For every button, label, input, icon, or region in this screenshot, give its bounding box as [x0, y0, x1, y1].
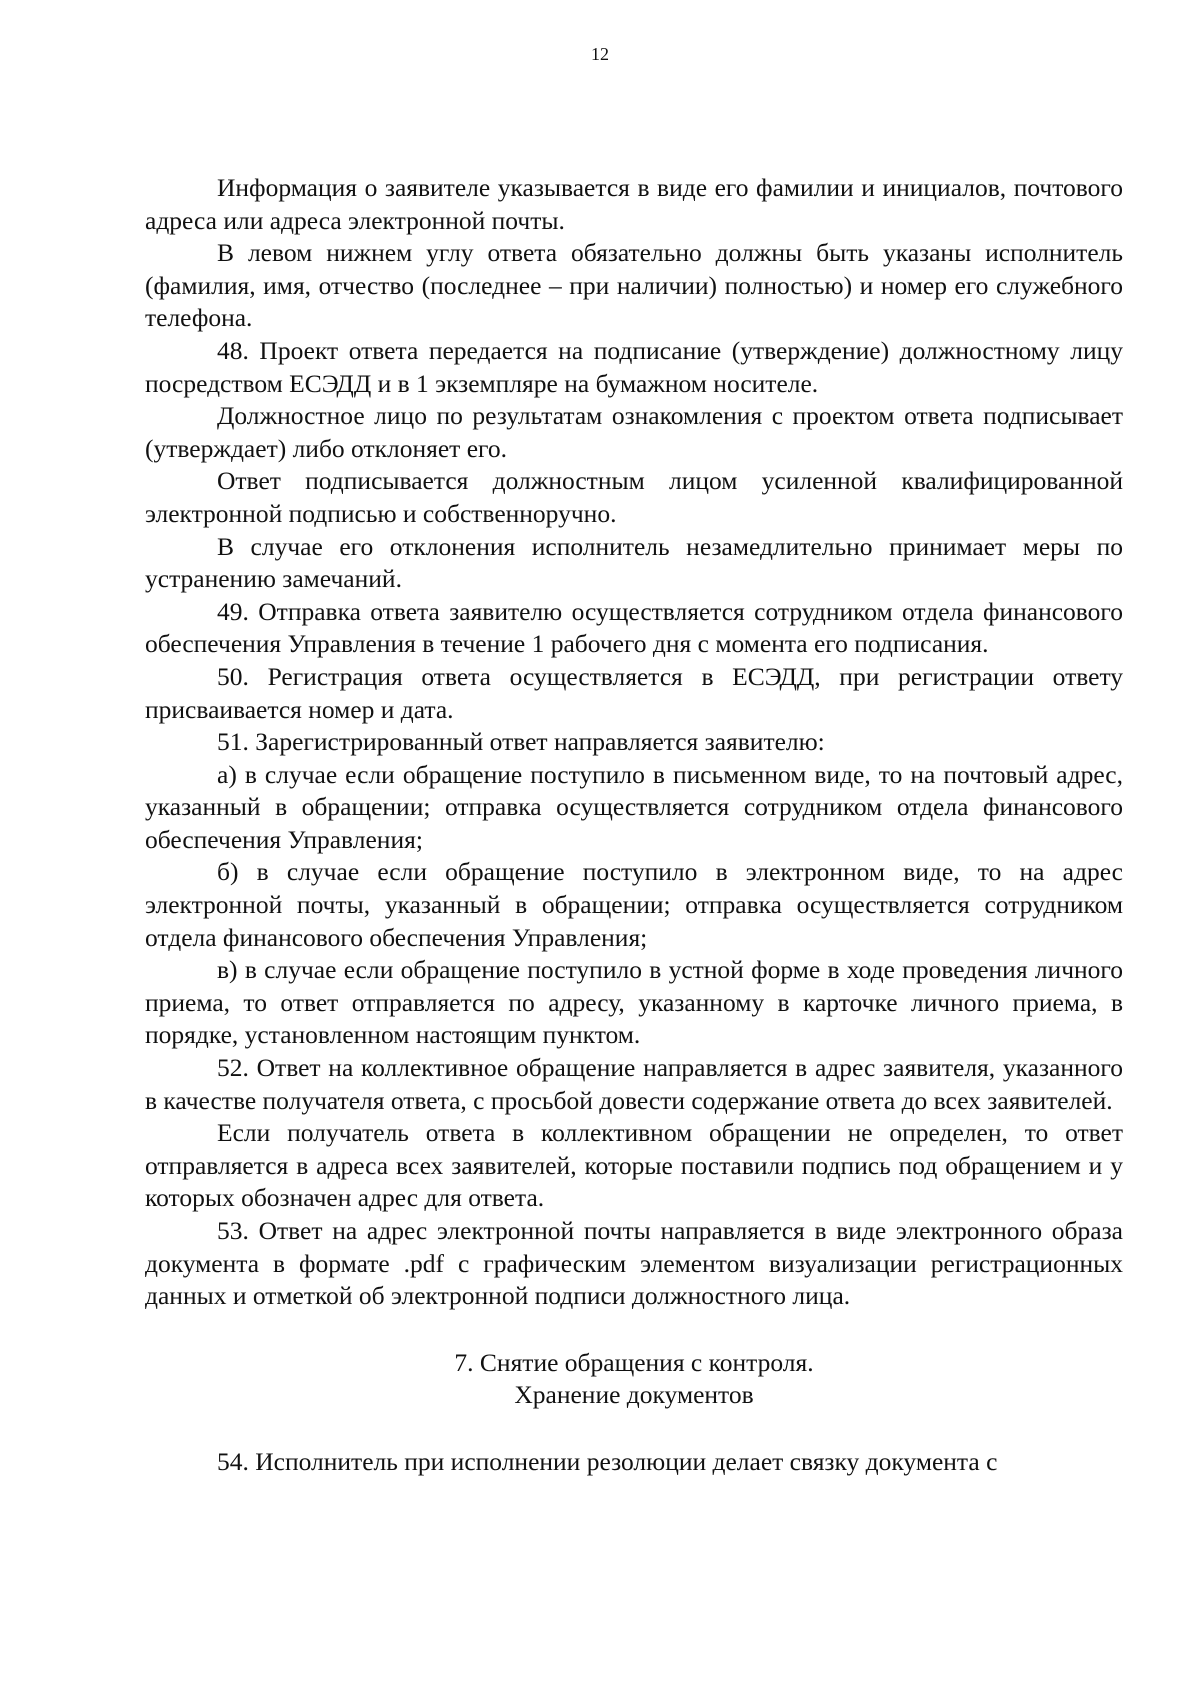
paragraph: 50. Регистрация ответа осуществляется в ЕСЭДД, при регистрации ответу присваивается номер и дата.: [145, 661, 1123, 724]
paragraph: Ответ подписывается должностным лицом усиленной квалифицированной электронной подписью и собственноручно.: [145, 466, 1123, 528]
paragraph: Если получатель ответа в коллективном обращении не определен, то ответ отправляется в адреса всех заявителей, которые поставили подпись под обращением и у которых обозначен адрес для ответа.: [145, 1118, 1123, 1213]
section-title-line: Хранение документов: [514, 1380, 754, 1410]
paragraph: 54. Исполнитель при исполнении резолюции делает связку документа с: [217, 1446, 998, 1476]
section-title: [145, 1347, 1123, 1412]
paragraph: В случае его отклонения исполнитель незамедлительно принимает меры по устранению замечаний.: [145, 531, 1123, 594]
paragraph: Должностное лицо по результатам ознакомления с проектом ответа подписывает (утверждает) либо отклоняет его.: [145, 401, 1123, 463]
paragraph: 53. Ответ на адрес электронной почты направляется в виде электронного образа документа в формате .pdf с графическим элементом визуализации регистрационных данных и отметкой об электронной подписи должностного лица.: [145, 1216, 1123, 1311]
paragraph: 52. Ответ на коллективное обращение направляется в адрес заявителя, указанного в качестве получателя ответа, с просьбой довести содержание ответа до всех заявителей.: [145, 1053, 1123, 1115]
paragraph: а) в случае если обращение поступило в письменном виде, то на почтовый адрес, указанный в обращении; отправка осуществляется сотрудником отдела финансового обеспечения Управления;: [145, 759, 1123, 854]
paragraph: 48. Проект ответа передается на подписание (утверждение) должностному лицу посредством ЕСЭДД и в 1 экземпляре на бумажном носителе.: [145, 335, 1123, 398]
paragraph: Информация о заявителе указывается в виде его фамилии и инициалов, почтового адреса или адреса электронной почты.: [145, 173, 1123, 235]
paragraph: 51. Зарегистрированный ответ направляется заявителю:: [217, 727, 825, 757]
paragraph: В левом нижнем углу ответа обязательно должны быть указаны исполнитель (фамилия, имя, отчество (последнее – при наличии) полностью) и номер его служебного телефона.: [145, 238, 1123, 333]
paragraph: в) в случае если обращение поступило в устной форме в ходе проведения личного приема, то ответ отправляется по адресу, указанному в карточке личного приема, в порядке, установленном настоящим пунктом.: [145, 955, 1123, 1050]
paragraph: б) в случае если обращение поступило в электронном виде, то на адрес электронной почты, указанный в обращении; отправка осуществляется сотрудником отдела финансового обеспечения Управления;: [145, 857, 1123, 952]
paragraph: 49. Отправка ответа заявителю осуществляется сотрудником отдела финансового обеспечения Управления в течение 1 рабочего дня с момента его подписания.: [145, 596, 1123, 659]
section-title-line: 7. Снятие обращения с контроля.: [454, 1347, 814, 1377]
document-body: [145, 172, 1123, 1479]
page-number: 12: [591, 44, 609, 64]
